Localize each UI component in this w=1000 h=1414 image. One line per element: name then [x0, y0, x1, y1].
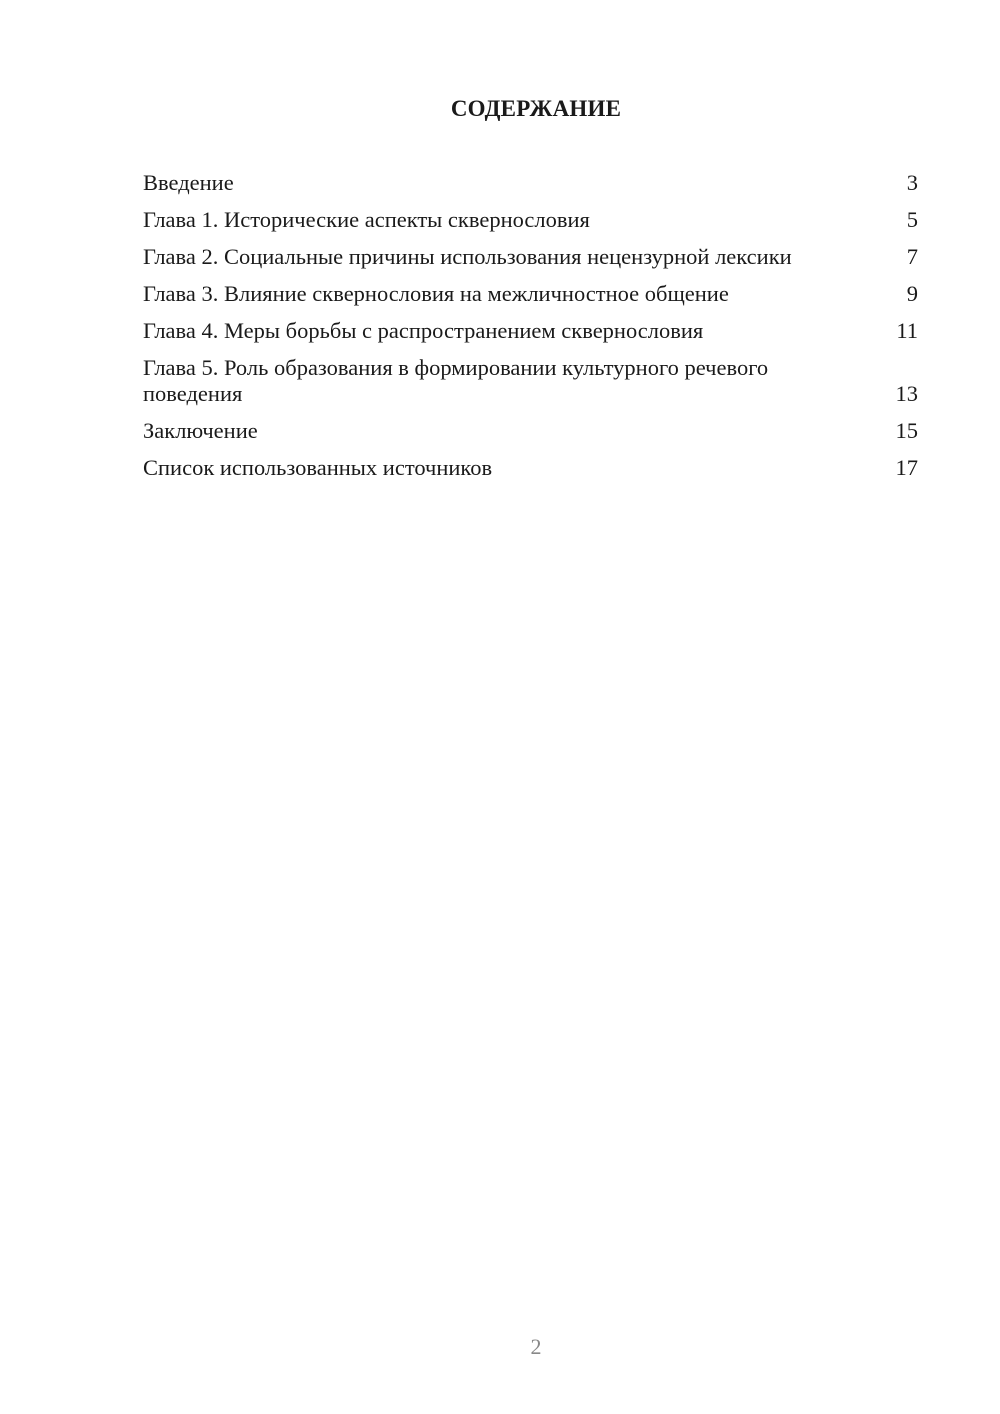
toc-entry-page: 9 — [906, 281, 918, 306]
toc-entry-title: Глава 1. Исторические аспекты сквернословия — [143, 207, 590, 232]
toc-entry-page: 3 — [906, 170, 918, 195]
toc-entry-title: Глава 4. Меры борьбы с распространением сквернословия — [143, 318, 704, 343]
toc-entry-title: Глава 2. Социальные причины использования нецензурной лексики — [143, 244, 792, 269]
toc-entry-introduction[interactable] — [143, 170, 918, 196]
toc-entry-references[interactable] — [143, 455, 918, 481]
toc-entry-title: Список использованных источников — [143, 455, 493, 480]
toc-entry-page: 15 — [895, 418, 918, 443]
toc-entry-chapter-1[interactable] — [143, 207, 918, 233]
toc-entry-title: Глава 5. Роль образования в формировании культурного речевого поведения — [143, 355, 769, 406]
toc-list — [143, 170, 918, 492]
toc-entry-chapter-4[interactable] — [143, 318, 918, 344]
toc-entry-page: 11 — [896, 318, 918, 343]
toc-entry-chapter-3[interactable] — [143, 281, 918, 307]
toc-heading: СОДЕРЖАНИЕ — [450, 96, 622, 121]
toc-entry-title: Глава 3. Влияние сквернословия на межличностное общение — [143, 281, 729, 306]
toc-entry-chapter-5[interactable] — [143, 355, 918, 407]
toc-entry-page: 7 — [906, 244, 918, 269]
toc-entry-page: 17 — [895, 455, 918, 480]
toc-entry-page: 13 — [895, 381, 918, 406]
toc-entry-title: Заключение — [143, 418, 258, 443]
toc-entry-title: Введение — [143, 170, 234, 195]
toc-entry-chapter-2[interactable] — [143, 244, 918, 270]
page-number: 2 — [530, 1334, 542, 1359]
toc-entry-page: 5 — [906, 207, 918, 232]
toc-entry-conclusion[interactable] — [143, 418, 918, 444]
